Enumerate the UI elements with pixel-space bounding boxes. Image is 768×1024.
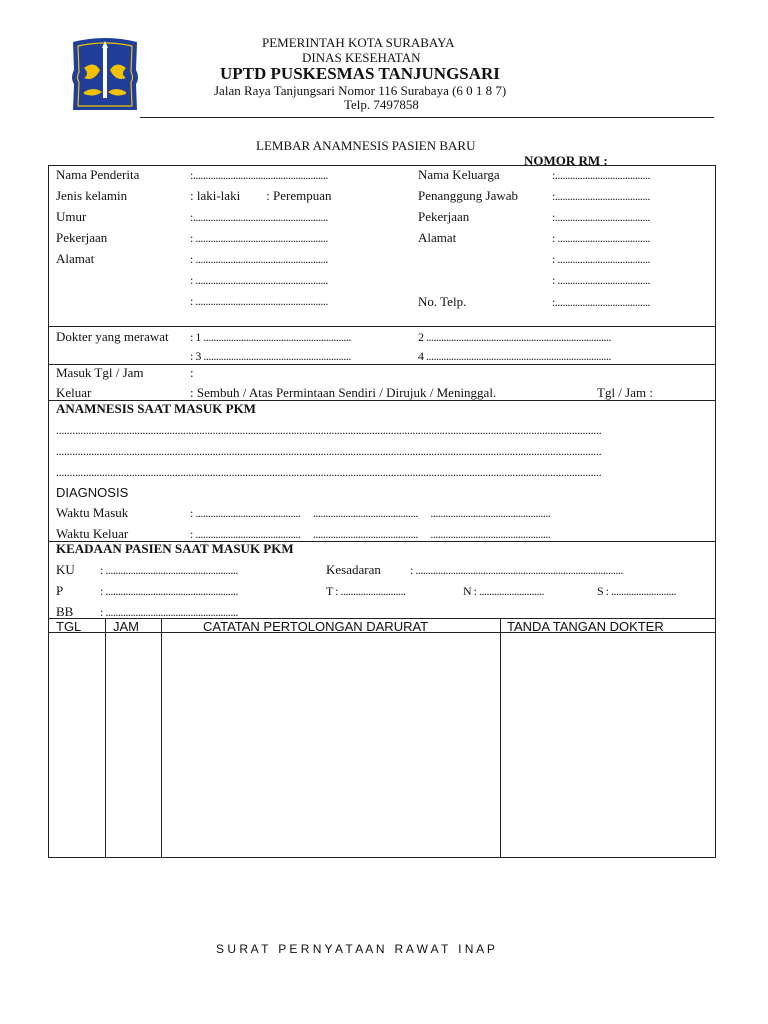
label-jenis-kelamin: Jenis kelamin <box>56 188 128 203</box>
label-alamat-keluarga: Alamat <box>418 230 457 245</box>
label-dokter-merawat: Dokter yang merawat <box>56 329 169 344</box>
field-anamnesis-line-3[interactable]: .......................................................................................................................................................................................................... <box>56 465 602 479</box>
field-anamnesis-line-2[interactable]: .......................................................................................................................................................................................................... <box>56 444 602 458</box>
field-masuk-tgl-jam[interactable]: : <box>190 365 194 380</box>
header-institution-name: UPTD PUSKESMAS TANJUNGSARI <box>220 64 500 83</box>
field-pekerjaan-keluarga[interactable]: :...................................... <box>552 210 650 224</box>
table-cell-catatan[interactable] <box>162 633 499 856</box>
table-header-catatan: CATATAN PERTOLONGAN DARURAT <box>203 619 429 634</box>
field-dokter-3[interactable]: : 3 ........................................................... <box>190 349 351 363</box>
label-ku: KU <box>56 562 75 577</box>
field-s[interactable]: S : .......................... <box>597 584 677 598</box>
table-cell-tgl[interactable] <box>49 633 104 856</box>
label-keluar-tgl-jam: Tgl / Jam : <box>597 385 653 400</box>
divider-line <box>48 364 715 365</box>
table-header-jam: JAM <box>113 619 139 634</box>
table-cell-tanda-tangan[interactable] <box>501 633 714 856</box>
field-diagnosis-masuk[interactable]: : .......................................... .......................................... ................................................ <box>190 506 551 520</box>
header-department: DINAS KESEHATAN <box>302 50 421 65</box>
header-government: PEMERINTAH KOTA SURABAYA <box>262 35 455 50</box>
field-t[interactable]: T : .......................... <box>326 584 406 598</box>
surabaya-crest-logo <box>70 36 140 112</box>
label-bb: BB <box>56 604 74 619</box>
field-bb[interactable]: : ..................................................... <box>100 605 238 619</box>
field-kesadaran[interactable]: : ................................................................................... <box>410 563 623 577</box>
divider-line <box>48 326 715 327</box>
field-alamat-3[interactable]: : ..................................................... <box>190 294 328 308</box>
table-cell-jam[interactable] <box>106 633 160 856</box>
label-keluar: Keluar <box>56 385 92 400</box>
table-header-tgl: TGL <box>56 619 82 634</box>
label-nama-penderita: Nama Penderita <box>56 167 140 182</box>
header-divider <box>140 117 714 118</box>
section-title-keadaan: KEADAAN PASIEN SAAT MASUK PKM <box>56 541 294 556</box>
field-penanggung-jawab[interactable]: :...................................... <box>552 189 650 203</box>
label-no-telp: No. Telp. <box>418 294 467 309</box>
label-penanggung-jawab: Penanggung Jawab <box>418 188 519 203</box>
section-title-anamnesis: ANAMNESIS SAAT MASUK PKM <box>56 401 256 416</box>
field-alamat-keluarga-3[interactable]: : ..................................... <box>552 273 650 287</box>
label-alamat: Alamat <box>56 251 95 266</box>
frame-bottom-border <box>48 857 715 858</box>
field-anamnesis-line-1[interactable]: .......................................................................................................................................................................................................... <box>56 423 602 437</box>
field-alamat-keluarga-2[interactable]: : ..................................... <box>552 252 650 266</box>
field-nama-penderita[interactable]: :...................................................... <box>190 168 328 182</box>
field-dokter-1[interactable]: : 1 ........................................................... <box>190 330 351 344</box>
field-pekerjaan[interactable]: : ..................................................... <box>190 231 328 245</box>
field-ku[interactable]: : ..................................................... <box>100 563 238 577</box>
label-pekerjaan-keluarga: Pekerjaan <box>418 209 470 224</box>
form-title: LEMBAR ANAMNESIS PASIEN BARU <box>256 138 476 153</box>
field-p[interactable]: : ..................................................... <box>100 584 238 598</box>
field-nama-keluarga[interactable]: :...................................... <box>552 168 650 182</box>
field-no-telp[interactable]: :...................................... <box>552 295 650 309</box>
field-alamat-1[interactable]: : ..................................................... <box>190 252 328 266</box>
field-diagnosis-keluar[interactable]: : .......................................... .......................................... ................................................ <box>190 527 551 541</box>
field-n[interactable]: N : .......................... <box>463 584 544 598</box>
frame-top-border <box>48 165 715 166</box>
field-jenis-kelamin[interactable]: : laki-laki : Perempuan <box>190 188 332 203</box>
label-pekerjaan: Pekerjaan <box>56 230 108 245</box>
field-alamat-keluarga-1[interactable]: : ..................................... <box>552 231 650 245</box>
field-alamat-2[interactable]: : ..................................................... <box>190 273 328 287</box>
label-nama-keluarga: Nama Keluarga <box>418 167 500 182</box>
field-keluar-status[interactable]: : Sembuh / Atas Permintaan Sendiri / Dirujuk / Meninggal. <box>190 385 497 400</box>
nomor-rm-label: NOMOR RM : <box>524 153 608 168</box>
field-dokter-2[interactable]: 2 .......................................................................... <box>418 330 611 344</box>
label-p: P <box>56 583 64 598</box>
label-waktu-keluar: Waktu Keluar <box>56 526 129 541</box>
header-address: Jalan Raya Tanjungsari Nomor 116 Surabaya (6 0 1 8 7) <box>214 83 507 98</box>
label-waktu-masuk: Waktu Masuk <box>56 505 129 520</box>
header-phone: Telp. 7497858 <box>344 97 419 112</box>
label-diagnosis: DIAGNOSIS <box>56 485 129 500</box>
label-masuk-tgl-jam: Masuk Tgl / Jam <box>56 365 144 380</box>
table-header-tanda-tangan: TANDA TANGAN DOKTER <box>507 619 664 634</box>
field-dokter-4[interactable]: 4 .......................................................................... <box>418 349 611 363</box>
footer-title-surat-pernyataan: S U R A T P E R N Y A T A A N R A W A T I N A P <box>216 942 495 956</box>
label-umur: Umur <box>56 209 87 224</box>
frame-right-border <box>715 165 716 858</box>
field-umur[interactable]: :...................................................... <box>190 210 328 224</box>
label-kesadaran: Kesadaran <box>326 562 381 577</box>
